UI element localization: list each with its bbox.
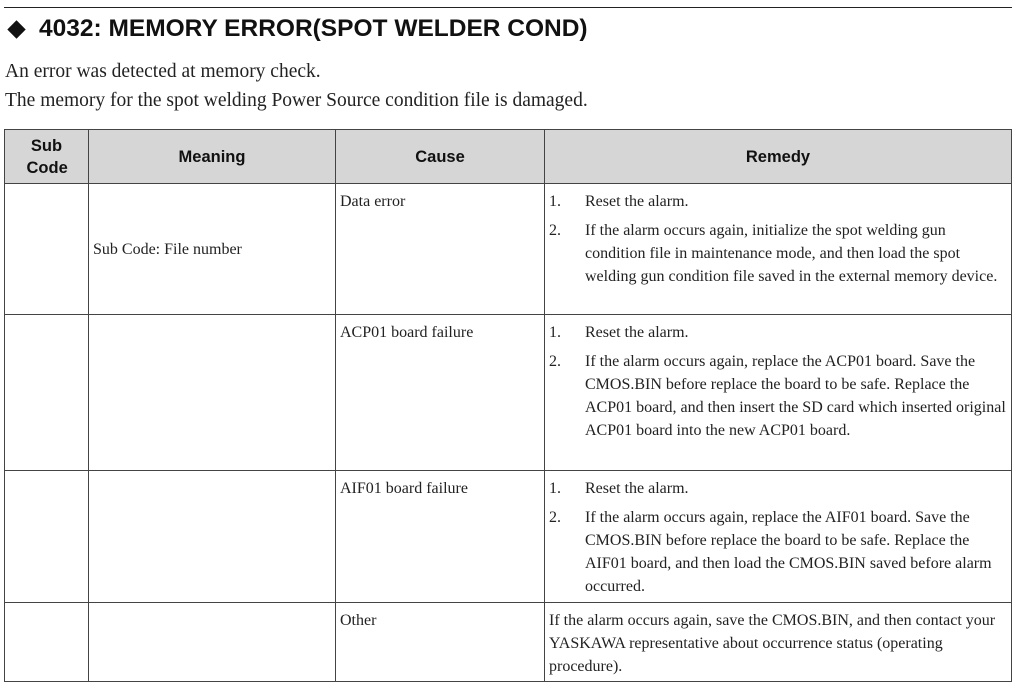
alarm-heading bbox=[6, 14, 588, 44]
cell-meaning: Sub Code: File number bbox=[89, 184, 336, 315]
table-row bbox=[5, 184, 1012, 315]
diamond-bullet-icon bbox=[7, 20, 25, 38]
step-text: If the alarm occurs again, replace the AIF01 board. Save the CMOS.BIN before replace the board to be safe. Replace the AIF01 board, and then load the CMOS.BIN saved before alarm occurred. bbox=[585, 509, 992, 595]
table-header-row bbox=[5, 130, 1012, 184]
top-rule bbox=[4, 7, 1012, 8]
table-row bbox=[5, 471, 1012, 603]
cell-remedy bbox=[545, 184, 1012, 315]
alarm-table bbox=[4, 129, 1012, 682]
table-row bbox=[5, 603, 1012, 682]
remedy-step bbox=[549, 477, 1007, 500]
step-number: 1. bbox=[549, 193, 561, 210]
remedy-steps bbox=[549, 321, 1007, 442]
step-text: Reset the alarm. bbox=[585, 193, 689, 210]
cell-sub-code bbox=[5, 184, 89, 315]
col-header-cause: Cause bbox=[336, 130, 545, 184]
cell-sub-code bbox=[5, 315, 89, 471]
step-text: Reset the alarm. bbox=[585, 324, 689, 341]
cell-remedy bbox=[545, 315, 1012, 471]
cell-sub-code bbox=[5, 603, 89, 682]
step-text: If the alarm occurs again, initialize the spot welding gun condition file in maintenance mode, and then load the spot welding gun condition file saved in the external memory device. bbox=[585, 222, 998, 285]
step-number: 2. bbox=[549, 509, 561, 526]
remedy-steps bbox=[549, 477, 1007, 598]
step-number: 1. bbox=[549, 324, 561, 341]
table-row bbox=[5, 315, 1012, 471]
intro-line-1: An error was detected at memory check. bbox=[5, 61, 321, 82]
alarm-title: 4032: MEMORY ERROR(SPOT WELDER COND) bbox=[39, 15, 588, 42]
remedy-step bbox=[549, 321, 1007, 344]
cell-remedy: If the alarm occurs again, save the CMOS.BIN, and then contact your YASKAWA representative about occurrence status (operating procedure). bbox=[545, 603, 1012, 682]
remedy-step bbox=[549, 350, 1007, 442]
cell-sub-code bbox=[5, 471, 89, 603]
step-number: 1. bbox=[549, 480, 561, 497]
cell-cause: Other bbox=[336, 603, 545, 682]
col-header-meaning: Meaning bbox=[89, 130, 336, 184]
col-header-remedy: Remedy bbox=[545, 130, 1012, 184]
col-header-sub-code-label: Sub Code bbox=[26, 136, 68, 177]
cell-cause: AIF01 board failure bbox=[336, 471, 545, 603]
cell-meaning bbox=[89, 471, 336, 603]
intro-line-2: The memory for the spot welding Power Source condition file is damaged. bbox=[5, 90, 588, 111]
cell-cause: Data error bbox=[336, 184, 545, 315]
step-text: If the alarm occurs again, replace the ACP01 board. Save the CMOS.BIN before replace the board to be safe. Replace the ACP01 board, and then insert the SD card which inserted original ACP01 board into the new ACP01 board. bbox=[585, 353, 1006, 439]
cell-cause: ACP01 board failure bbox=[336, 315, 545, 471]
step-number: 2. bbox=[549, 353, 561, 370]
cell-remedy bbox=[545, 471, 1012, 603]
cell-meaning bbox=[89, 603, 336, 682]
col-header-sub-code bbox=[5, 130, 89, 184]
step-number: 2. bbox=[549, 222, 561, 239]
remedy-steps bbox=[549, 190, 1007, 288]
step-text: Reset the alarm. bbox=[585, 480, 689, 497]
cell-meaning bbox=[89, 315, 336, 471]
remedy-step bbox=[549, 190, 1007, 213]
remedy-step bbox=[549, 506, 1007, 598]
remedy-step bbox=[549, 219, 1007, 288]
